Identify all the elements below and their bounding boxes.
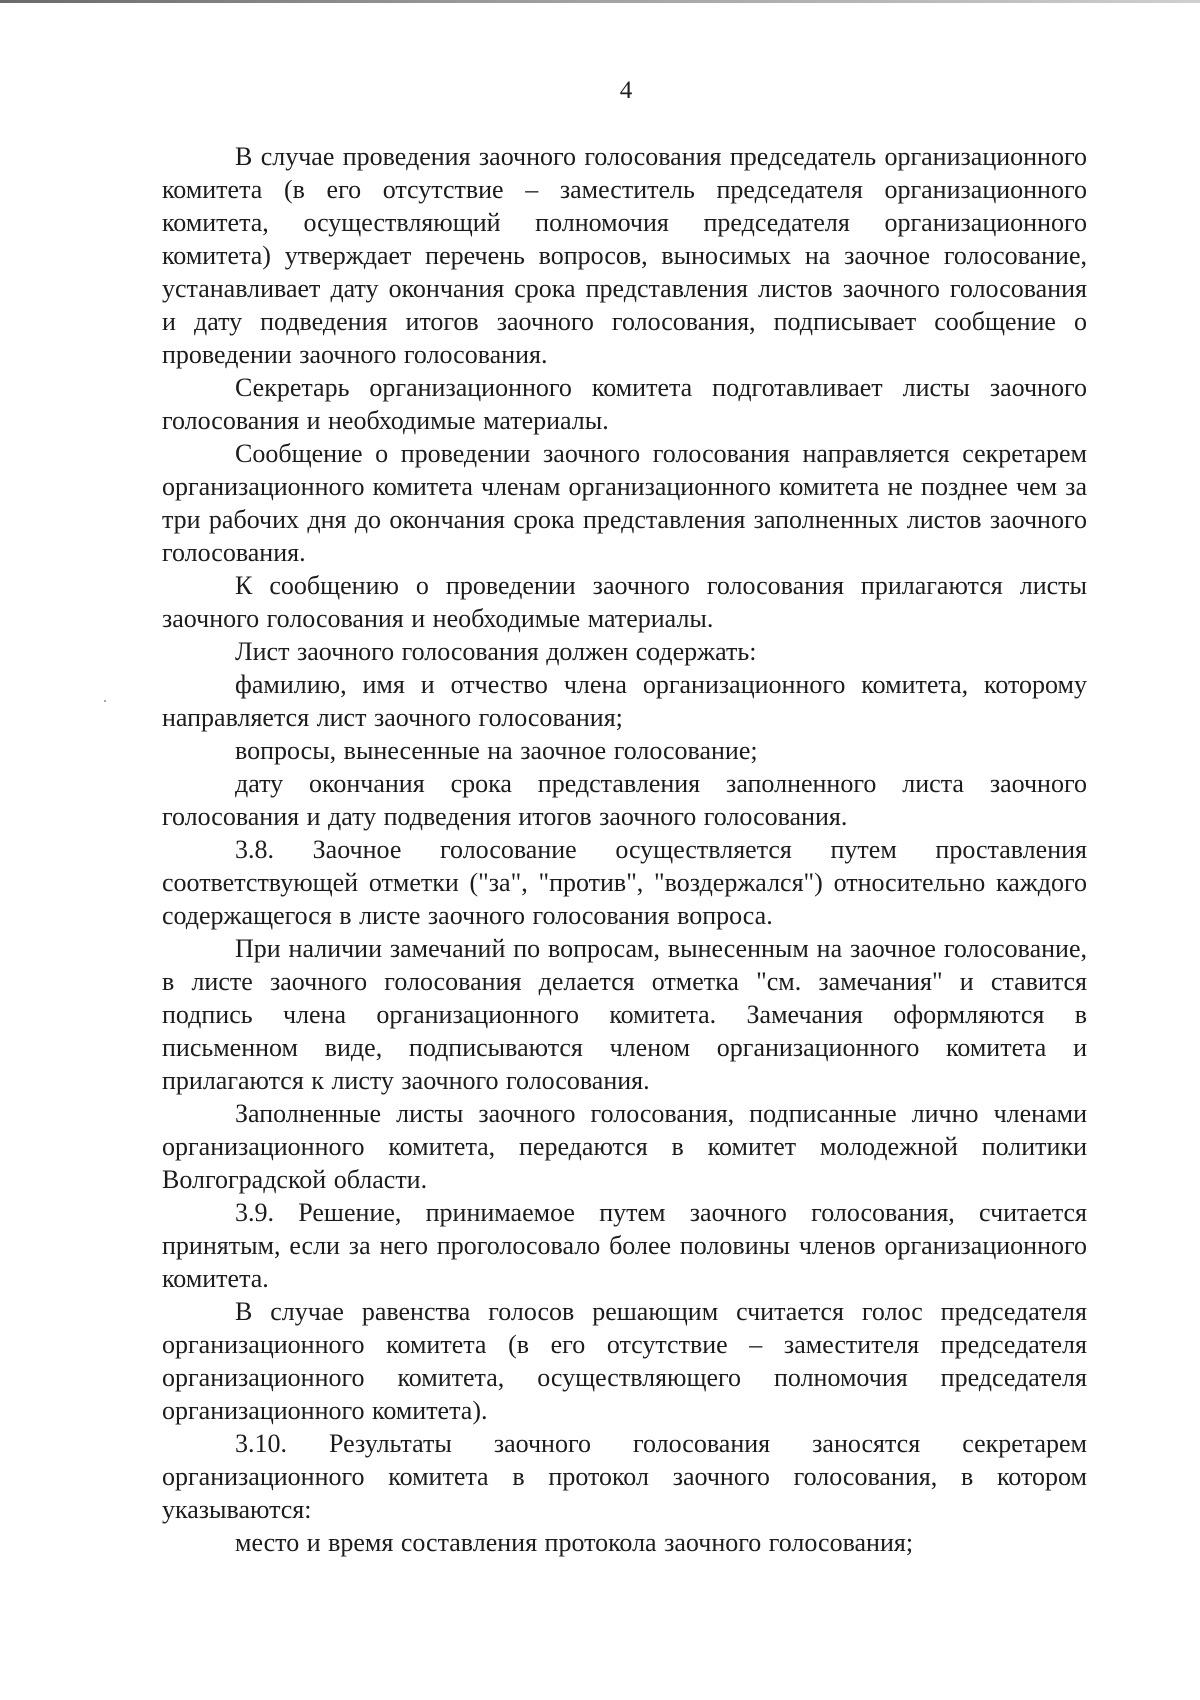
page-number: 4 (619, 77, 633, 104)
list-item: место и время составления протокола заочного голосования; (235, 1528, 914, 1557)
list-item: фамилию, имя и отчество члена организационного комитета, которому направляется лист заочного голосования; (162, 670, 1087, 732)
scan-speck (104, 700, 106, 702)
list-item: вопросы, вынесенные на заочное голосование; (235, 736, 758, 765)
paragraph: Заполненные листы заочного голосования, подписанные лично членами организационного комитета, передаются в комитет молодежной политики Волгоградской области. (162, 1099, 1087, 1194)
paragraph: В случае проведения заочного голосования председатель организационного комитета (в его отсутствие – заместитель председателя организационного комитета, осуществляющий полномочия председателя организационного комитета) утверждает перечень вопросов, выносимых на заочное голосование, устанавливает дату окончания срока представления листов заочного голосования и дату подведения итогов заочного голосования, подписывает сообщение о проведении заочного голосования. (162, 142, 1087, 369)
clause-3-9: 3.9. Решение, принимаемое путем заочного голосования, считается принятым, если за него проголосовало более половины членов организационного комитета. (162, 1198, 1087, 1293)
list-item: дату окончания срока представления заполненного листа заочного голосования и дату подведения итогов заочного голосования. (162, 769, 1087, 831)
paragraph: При наличии замечаний по вопросам, вынесенным на заочное голосование, в листе заочного голосования делается отметка "см. замечания" и ставится подпись члена организационного комитета. Замечания оформляются в письменном виде, подписываются членом организационного комитета и прилагаются к листу заочного голосования. (162, 934, 1087, 1095)
paragraph: Сообщение о проведении заочного голосования направляется секретарем организационного комитета членам организационного комитета не позднее чем за три рабочих дня до окончания срока представления заполненных листов заочного голосования. (162, 439, 1087, 567)
paragraph: Секретарь организационного комитета подготавливает листы заочного голосования и необходимые материалы. (162, 373, 1087, 435)
clause-3-10: 3.10. Результаты заочного голосования заносятся секретарем организационного комитета в протокол заочного голосования, в котором указываются: (162, 1429, 1087, 1524)
paragraph: Лист заочного голосования должен содержать: (235, 637, 757, 666)
clause-3-8: 3.8. Заочное голосование осуществляется путем проставления соответствующей отметки ("за", "против", "воздержался") относительно каждого содержащегося в листе заочного голосования вопроса. (162, 835, 1087, 930)
paragraph: В случае равенства голосов решающим считается голос председателя организационного комитета (в его отсутствие – заместителя председателя организационного комитета, осуществляющего полномочия председателя организационного комитета). (162, 1297, 1087, 1425)
document-body (162, 140, 1087, 1559)
paragraph: К сообщению о проведении заочного голосования прилагаются листы заочного голосования и необходимые материалы. (162, 571, 1087, 633)
scan-top-edge (0, 0, 1200, 3)
